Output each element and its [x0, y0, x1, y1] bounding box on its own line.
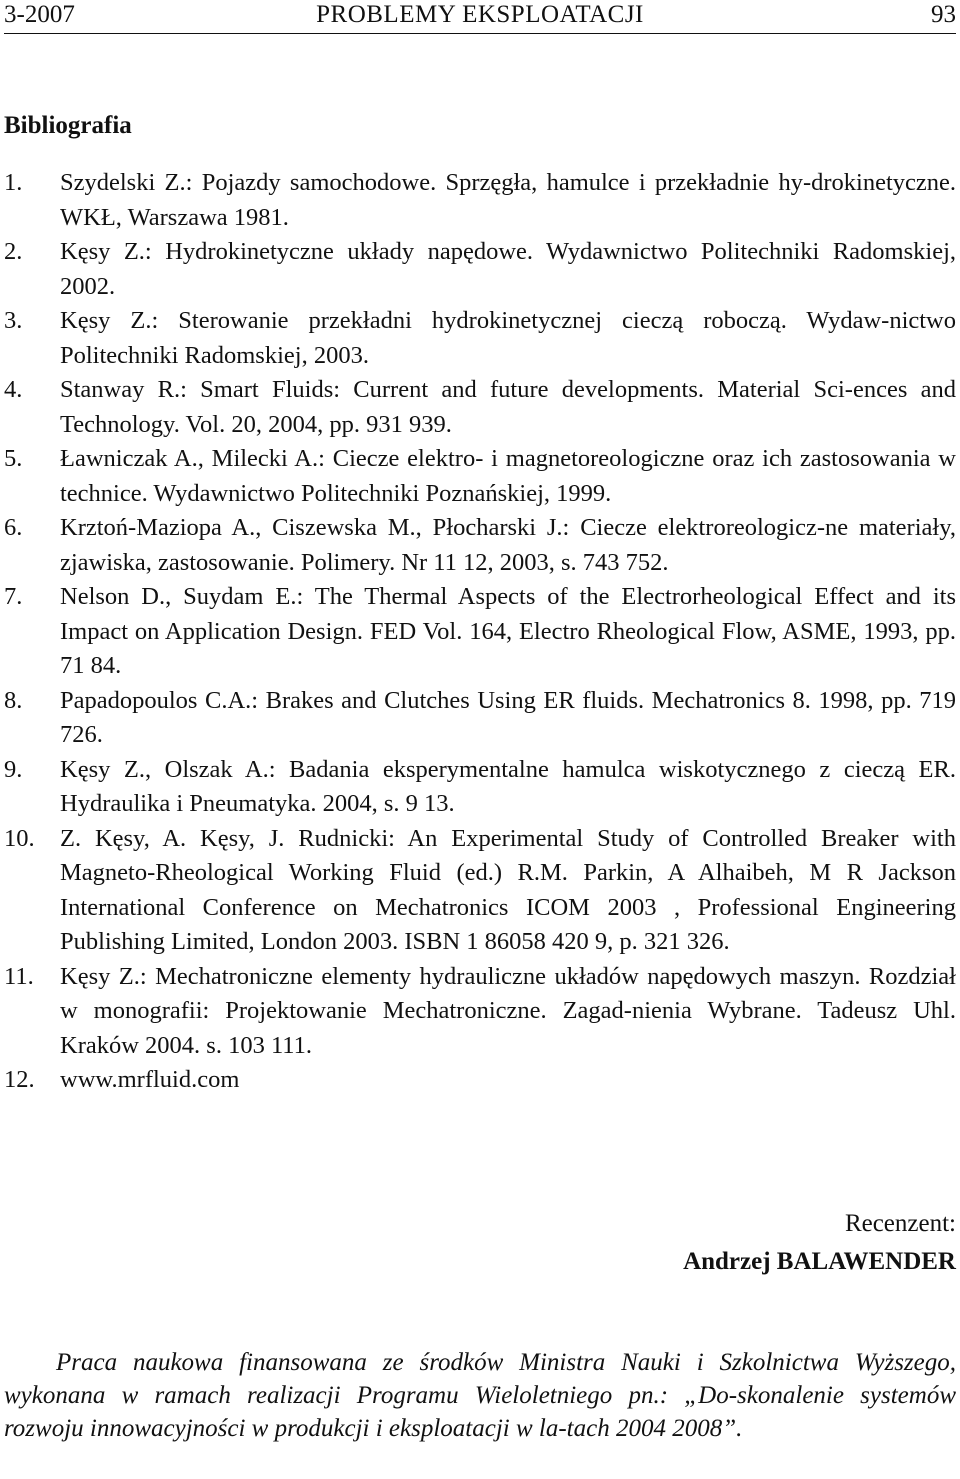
reference-number: 4.	[4, 376, 23, 403]
reference-number: 1.	[4, 169, 23, 196]
reference-text: Kęsy Z., Olszak A.: Badania eksperymentalne hamulca wiskotycznego z cieczą ER. Hydraulika i Pneumatyka. 2004, s. 9 13.	[60, 755, 956, 817]
reference-item	[4, 304, 956, 373]
reference-number: 3.	[4, 307, 23, 334]
reference-number: 8.	[4, 686, 23, 714]
reference-item	[4, 1063, 956, 1098]
reference-text: Kęsy Z.: Hydrokinetyczne układy napędowe. Wydawnictwo Politechniki Radomskiej, 2002.	[60, 238, 956, 300]
reference-item	[4, 511, 956, 580]
bibliography-heading: Bibliografia	[4, 112, 132, 139]
reference-item	[4, 373, 956, 442]
reference-item	[4, 960, 956, 1064]
reference-number: 11.	[4, 962, 34, 990]
journal-title: PROBLEMY EKSPLOATACJI	[316, 1, 644, 28]
funding-note: Praca naukowa finansowana ze środków Ministra Nauki i Szkolnictwa Wyższego, wykonana w ramach realizacji Programu Wieloletniego pn.: „Do-skonalenie systemów rozwoju innowacyjności w produkcji i eksploatacji w la-tach 2004 2008”.	[4, 1349, 956, 1442]
header-divider	[4, 33, 956, 34]
page-number: 93	[931, 1, 956, 28]
reference-text: Z. Kęsy, A. Kęsy, J. Rudnicki: An Experimental Study of Controlled Breaker with Magneto-Rheological Working Fluid (ed.) R.M. Parkin, A Alhaibeh, M R Jackson International Conference on Mechatronics ICOM 2003 , Professional Engineering Publishing Limited, London 2003. ISBN 1 86058 420 9, p. 321 326.	[60, 824, 956, 955]
reference-text: Nelson D., Suydam E.: The Thermal Aspects of the Electrorheological Effect and its Impact on Application Design. FED Vol. 164, Electro Rheological Flow, ASME, 1993, pp. 71 84.	[60, 583, 956, 679]
issue-number: 3-2007	[4, 1, 75, 28]
reference-number: 10.	[4, 824, 35, 852]
reference-number: 6.	[4, 514, 23, 541]
reviewer-block	[683, 1208, 956, 1282]
reference-item	[4, 235, 956, 304]
reference-text: Kęsy Z.: Sterowanie przekładni hydrokinetycznej cieczą roboczą. Wydaw-nictwo Politechniki Radomskiej, 2003.	[60, 307, 956, 369]
reference-text: Ławniczak A., Milecki A.: Ciecze elektro- i magnetoreologiczne oraz ich zastosowania w technice. Wydawnictwo Politechniki Poznańskiej, 1999.	[60, 445, 956, 507]
reviewer-label: Recenzent:	[844, 1210, 956, 1237]
reference-item	[4, 580, 956, 684]
reference-text: Stanway R.: Smart Fluids: Current and future developments. Material Sci-ences and Technology. Vol. 20, 2004, pp. 931 939.	[60, 376, 956, 438]
running-header	[4, 0, 956, 32]
reviewer-name: Andrzej BALAWENDER	[683, 1248, 956, 1275]
reference-number: 5.	[4, 445, 23, 472]
reference-text: Krztoń-Maziopa A., Ciszewska M., Płocharski J.: Ciecze elektroreologicz-ne materiały, zjawiska, zastosowanie. Polimery. Nr 11 12, 2003, s. 743 752.	[60, 514, 956, 576]
reference-text: Kęsy Z.: Mechatroniczne elementy hydrauliczne układów napędowych maszyn. Rozdział w monografii: Projektowanie Mechatroniczne. Zagad-nienia Wybrane. Tadeusz Uhl. Kraków 2004. s. 103 111.	[60, 962, 956, 1059]
reference-number: 2.	[4, 238, 23, 265]
reference-text: www.mrfluid.com	[60, 1066, 240, 1093]
reference-item	[4, 166, 956, 235]
reference-text: Papadopoulos C.A.: Brakes and Clutches Using ER fluids. Mechatronics 8. 1998, pp. 719 726.	[60, 686, 956, 748]
reference-text: Szydelski Z.: Pojazdy samochodowe. Sprzęgła, hamulce i przekładnie hy-drokinetyczne. WKŁ, Warszawa 1981.	[60, 169, 956, 231]
reference-number: 7.	[4, 583, 23, 610]
reference-number: 9.	[4, 755, 23, 783]
reference-item	[4, 684, 956, 753]
reference-list	[4, 166, 956, 1098]
reference-number: 12.	[4, 1066, 35, 1093]
reference-item	[4, 442, 956, 511]
reference-item	[4, 753, 956, 822]
reference-item	[4, 822, 956, 960]
